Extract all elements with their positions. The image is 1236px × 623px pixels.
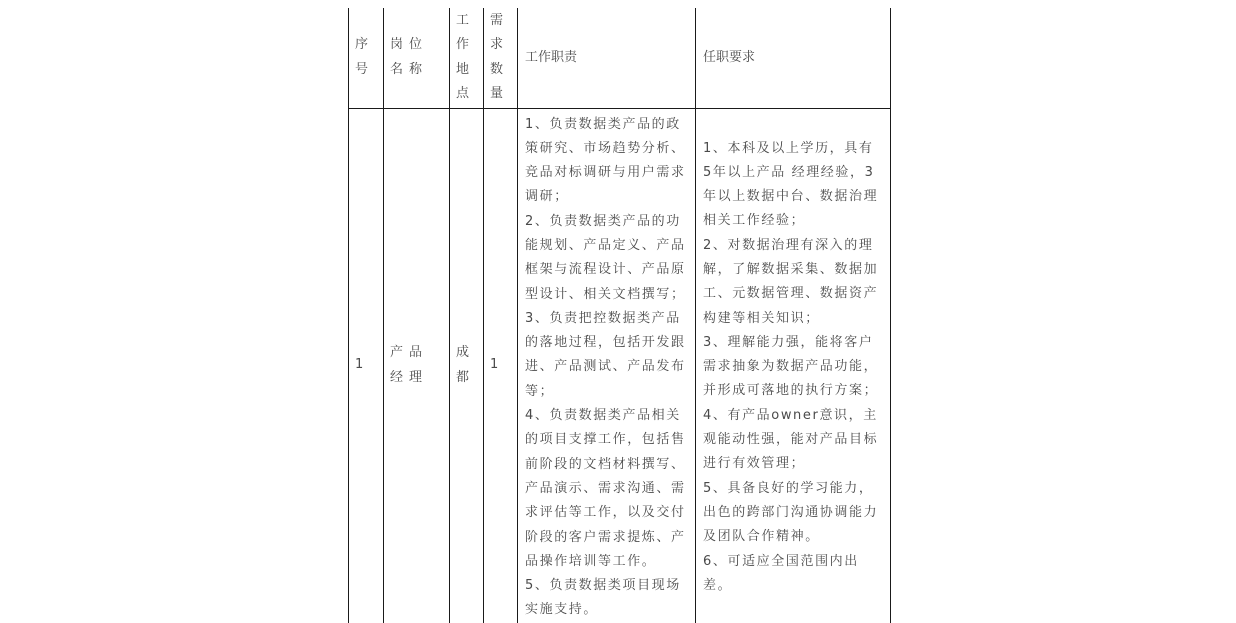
header-count xyxy=(484,8,518,108)
requirement-item: 2、对数据治理有深入的理解，了解数据采集、数据加工、元数据管理、数据资产构建等相关知识； xyxy=(703,237,879,326)
requirement-item: 6、可适应全国范围内出差。 xyxy=(703,553,859,593)
requirement-item: 1、本科及以上学历，具有5年以上产品 经理经验，3年以上数据中台、数据治理相关工作经验； xyxy=(703,140,879,229)
cell-requirements xyxy=(696,108,891,623)
header-count-label: 需求数量 xyxy=(490,13,504,102)
header-duties-label: 工作职责 xyxy=(525,49,578,65)
cell-count xyxy=(484,108,518,623)
header-position xyxy=(384,8,450,108)
requirement-item: 3、理解能力强，能将客户需求抽象为数据产品功能，并形成可落地的执行方案； xyxy=(703,334,879,399)
header-requirements xyxy=(696,8,891,108)
cell-duties xyxy=(518,108,696,623)
table-row xyxy=(349,108,891,623)
duty-item: 1、负责数据类产品的政策研究、市场趋势分析、竞品对标调研与用户需求调研； xyxy=(525,116,686,205)
cell-position-value: 产品经理 xyxy=(390,345,429,385)
requirement-item: 4、有产品owner意识，主观能动性强，能对产品目标进行有效管理； xyxy=(703,407,879,472)
header-location xyxy=(450,8,484,108)
header-location-label: 工作地点 xyxy=(456,13,470,102)
duty-item: 4、负责数据类产品相关的项目支撑工作，包括售前阶段的文档材料撰写、产品演示、需求沟通、需求评估等工作，以及交付阶段的客户需求提炼、产品操作培训等工作。 xyxy=(525,408,686,569)
header-position-label: 岗位名称 xyxy=(390,37,429,77)
cell-count-value: 1 xyxy=(490,357,499,373)
cell-location-value: 成都 xyxy=(456,345,470,385)
header-duties xyxy=(518,8,696,108)
header-seq-label: 序号 xyxy=(355,37,369,77)
cell-seq xyxy=(349,108,384,623)
cell-location xyxy=(450,108,484,623)
job-posting-table xyxy=(348,8,891,623)
duty-item: 2、负责数据类产品的功能规划、产品定义、产品框架与流程设计、产品原型设计、相关文档撰写； xyxy=(525,213,686,302)
header-requirements-label: 任职要求 xyxy=(703,49,756,65)
duty-item: 3、负责把控数据类产品的落地过程，包括开发跟进、产品测试、产品发布等； xyxy=(525,310,686,399)
header-row xyxy=(349,8,891,108)
cell-position xyxy=(384,108,450,623)
requirement-item: 5、具备良好的学习能力，出色的跨部门沟通协调能力及团队合作精神。 xyxy=(703,480,879,545)
job-posting-table-container xyxy=(348,8,890,618)
header-seq xyxy=(349,8,384,108)
cell-seq-value: 1 xyxy=(355,357,364,373)
duty-item: 5、负责数据类项目现场实施支持。 xyxy=(525,578,681,618)
